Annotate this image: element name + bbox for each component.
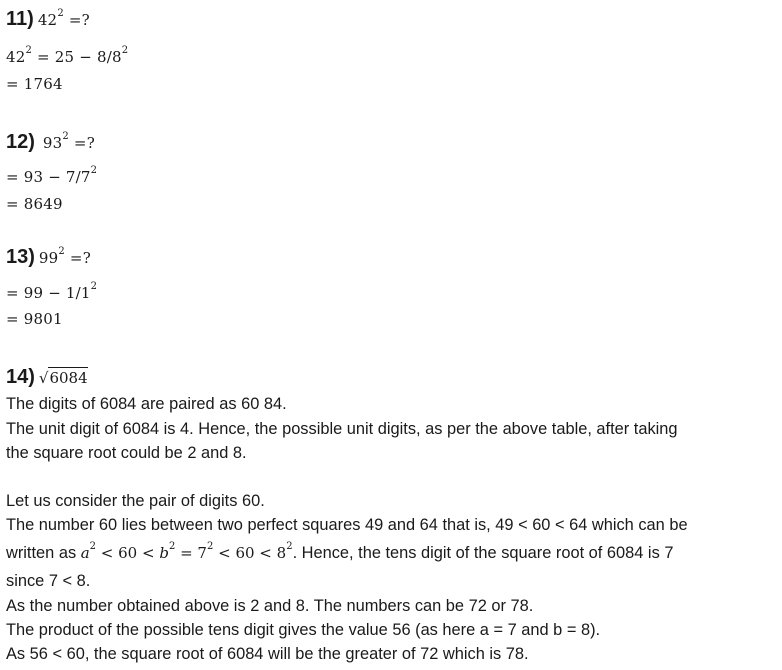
q11-number: 11): [6, 8, 34, 30]
q14-text-line-8: As the number obtained above is 2 and 8. The numbers can be 72 or 78.: [6, 597, 534, 615]
q14-text-line-6: written as $a^2 < 60 < b^2 = 7^2 < 60 < 8^2$. Hence, the tens digit of the square root of 6084 is 7: [6, 541, 674, 562]
q14-text-line-2: The unit digit of 6084 is 4. Hence, the possible unit digits, as per the above table, after taking: [6, 420, 678, 438]
q11-step: $42^2 = 25 - 8/8^2$: [6, 45, 129, 66]
q13-expression: $99^2$ =?: [38, 246, 91, 267]
q13-number: 13): [6, 246, 35, 268]
q14-text-line-1: The digits of 6084 are paired as 60 84.: [6, 395, 287, 413]
q14-inequality: $a^2 < 60 < b^2 = 7^2 < 60 < 8^2$: [80, 541, 293, 562]
q12-number: 12): [6, 131, 35, 153]
q11-expression: $42^2$ =?: [37, 8, 90, 29]
q12-result: = 8649: [6, 195, 63, 213]
q12-header: [6, 131, 95, 154]
q13-header: [6, 246, 91, 269]
q14-text-line-3: the square root could be 2 and 8.: [6, 444, 247, 462]
q14-text-line-10: As 56 < 60, the square root of 6084 will be the greater of 72 which is 78.: [6, 645, 529, 663]
q14-radicand: 6084: [49, 369, 88, 387]
q14-text-line-5: The number 60 lies between two perfect squares 49 and 64 that is, 49 < 60 < 64 which can be: [6, 516, 688, 534]
q13-step: = $99 - 1/1^2$: [6, 281, 98, 302]
q14-number: 14): [6, 366, 35, 388]
q14-square-root: √6084: [38, 369, 88, 387]
q14-text-line-7: since 7 < 8.: [6, 572, 91, 590]
q14-header: [6, 366, 88, 389]
q14-text-line-9: The product of the possible tens digit gives the value 56 (as here a = 7 and b = 8).: [6, 621, 601, 639]
q12-step: = $93 - 7/7^2$: [6, 165, 98, 186]
q13-result: = 9801: [6, 310, 63, 328]
q12-expression: $93^2$ =?: [42, 131, 95, 152]
q11-header: [6, 8, 90, 31]
q14-text-line-4: Let us consider the pair of digits 60.: [6, 492, 265, 510]
q11-result: = 1764: [6, 75, 63, 93]
